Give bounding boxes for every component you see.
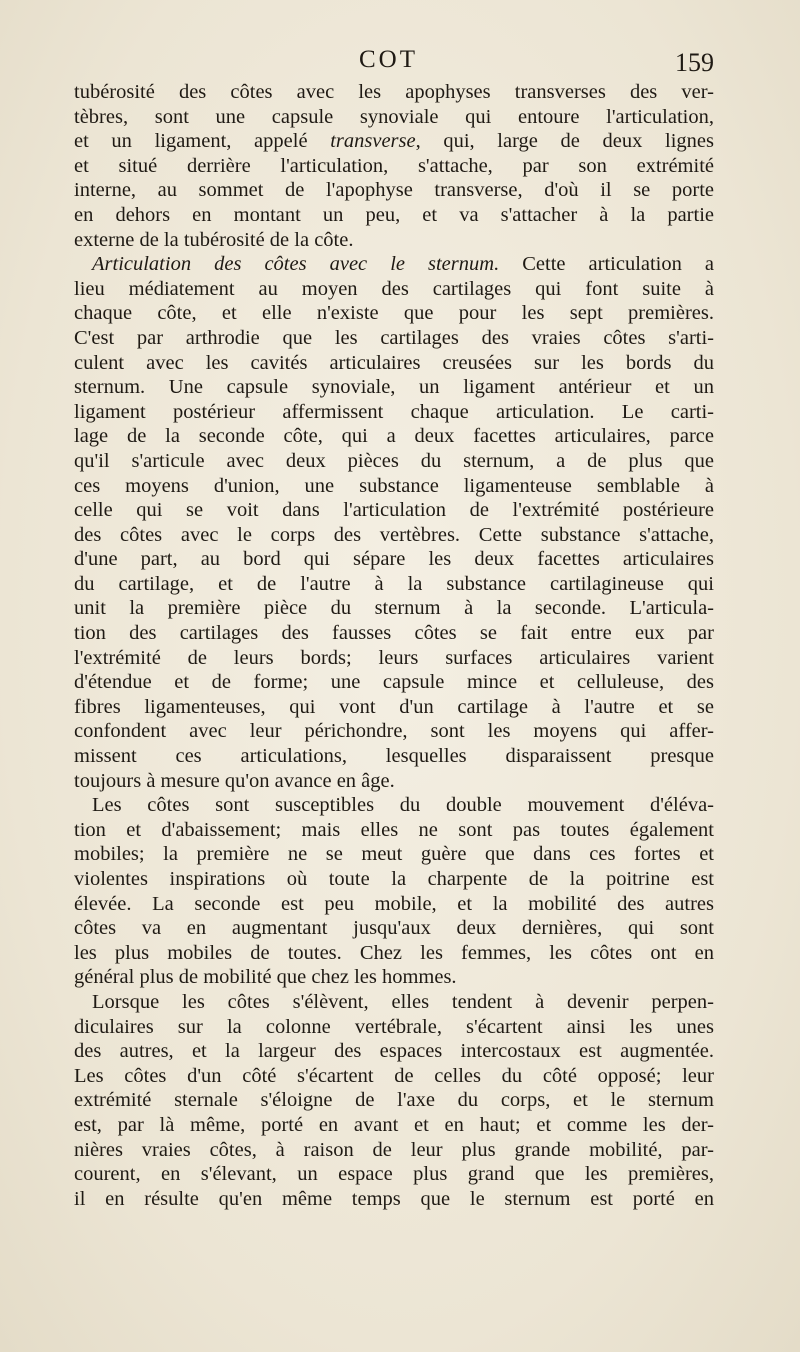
text-line [74, 670, 714, 695]
text-line [74, 449, 714, 474]
text-segment: externe de la tubérosité de la côte. [74, 228, 354, 251]
text-line [74, 252, 714, 277]
text-segment: mobiles; la première ne se meut guère que dans ces fortes et [74, 843, 714, 866]
text-segment: C'est par arthrodie que les cartilages des vraies côtes s'arti- [74, 326, 714, 349]
text-segment: tubérosité des côtes avec les apophyses transverses des ver- [74, 81, 714, 103]
text-segment: et un ligament, appelé [74, 130, 331, 153]
text-segment: chaque côte, et elle n'existe que pour les sept premières. [74, 302, 714, 325]
text-segment: les plus mobiles de toutes. Chez les femmes, les côtes ont en [74, 941, 714, 964]
text-segment: nières vraies côtes, à raison de leur plus grande mobilité, par- [74, 1138, 714, 1161]
text-segment: interne, au sommet de l'apophyse transverse, d'où il se porte [74, 179, 714, 202]
text-segment: missent ces articulations, lesquelles disparaissent presque [74, 745, 714, 768]
text-segment: est, par là même, porté en avant et en haut; et comme les der- [74, 1113, 714, 1136]
text-line [74, 400, 714, 425]
body-text [74, 80, 714, 1211]
text-segment: il en résulte qu'en même temps que le sternum est porté en [74, 1187, 714, 1210]
text-line [74, 793, 714, 818]
text-segment: Lorsque les côtes s'élèvent, elles tendent à devenir perpen- [92, 990, 714, 1013]
text-line [74, 474, 714, 499]
text-line [74, 523, 714, 548]
text-segment: côtes va en augmentant jusqu'aux deux dernières, qui sont [74, 917, 714, 940]
text-segment: Les côtes d'un côté s'écartent de celles du côté opposé; leur [74, 1064, 714, 1087]
text-line [74, 916, 714, 941]
text-segment: sternum. Une capsule synoviale, un ligament antérieur et un [74, 376, 714, 399]
text-segment: tion et d'abaissement; mais elles ne sont pas toutes également [74, 818, 714, 841]
text-segment: l'extrémité de leurs bords; leurs surfaces articulaires varient [74, 646, 714, 669]
text-segment: ces moyens d'union, une substance ligamenteuse semblable à [74, 474, 714, 497]
text-line [74, 695, 714, 720]
text-segment: culent avec les cavités articulaires creusées sur les bords du [74, 351, 714, 374]
text-line [74, 498, 714, 523]
text-segment: Les côtes sont susceptibles du double mouvement d'éléva- [92, 794, 714, 817]
text-segment: lage de la seconde côte, qui a deux facettes articulaires, parce [74, 425, 714, 448]
text-line [74, 818, 714, 843]
text-line [74, 621, 714, 646]
text-line [74, 424, 714, 449]
text-line [74, 228, 714, 253]
text-line [74, 1187, 714, 1212]
text-segment: unit la première pièce du sternum à la seconde. L'articula- [74, 597, 714, 620]
text-line [74, 941, 714, 966]
text-segment: extrémité sternale s'éloigne de l'axe du corps, et le sternum [74, 1089, 714, 1112]
text-line [74, 301, 714, 326]
page-header [74, 46, 714, 82]
text-line [74, 965, 714, 990]
text-segment: ligament postérieur affermissent chaque articulation. Le carti- [74, 400, 714, 423]
text-line [74, 769, 714, 794]
text-line [74, 1138, 714, 1163]
text-segment: élevée. La seconde est peu mobile, et la mobilité des autres [74, 892, 714, 915]
italic-segment: Articulation des côtes avec le sternum. [92, 253, 500, 276]
text-line [74, 277, 714, 302]
text-line [74, 867, 714, 892]
text-line [74, 129, 714, 154]
text-segment: violentes inspirations où toute la charpente de la poitrine est [74, 868, 714, 890]
text-line [74, 572, 714, 597]
italic-segment: transverse [330, 130, 416, 153]
text-line [74, 1113, 714, 1138]
page-number: 159 [675, 48, 714, 77]
text-segment: des côtes avec le corps des vertèbres. Cette substance s'attache, [74, 523, 714, 546]
text-line [74, 547, 714, 572]
text-segment: lieu médiatement au moyen des cartilages qui font suite à [74, 277, 714, 300]
text-line [74, 892, 714, 917]
text-segment: général plus de mobilité que chez les hommes. [74, 966, 457, 989]
text-line [74, 105, 714, 130]
text-segment: du cartilage, et de l'autre à la substance cartilagineuse qui [74, 572, 714, 595]
text-segment: confondent avec leur périchondre, sont les moyens qui affer- [74, 720, 714, 743]
text-line [74, 719, 714, 744]
text-line [74, 646, 714, 671]
text-line [74, 203, 714, 228]
text-line [74, 1064, 714, 1089]
text-line [74, 351, 714, 376]
text-line [74, 154, 714, 179]
text-line [74, 80, 714, 105]
text-segment: courent, en s'élevant, un espace plus grand que les premières, [74, 1163, 714, 1186]
text-segment: d'étendue et de forme; une capsule mince et celluleuse, des [74, 671, 714, 694]
text-line [74, 842, 714, 867]
text-segment: d'une part, au bord qui sépare les deux facettes articulaires [74, 548, 714, 571]
text-line [74, 990, 714, 1015]
text-segment: tion des cartilages des fausses côtes se fait entre eux par [74, 622, 714, 645]
running-head: COT [359, 46, 418, 73]
text-segment: des autres, et la largeur des espaces intercostaux est augmentée. [74, 1040, 714, 1063]
text-segment: fibres ligamenteuses, qui vont d'un cartilage à l'autre et se [74, 695, 714, 718]
text-line [74, 1039, 714, 1064]
text-segment: et situé derrière l'articulation, s'attache, par son extrémité [74, 154, 714, 177]
text-line [74, 1162, 714, 1187]
text-line [74, 326, 714, 351]
text-segment: qu'il s'articule avec deux pièces du sternum, a de plus que [74, 449, 714, 472]
text-segment: tèbres, sont une capsule synoviale qui entoure l'articulation, [74, 105, 714, 128]
text-line [74, 1015, 714, 1040]
text-line [74, 1088, 714, 1113]
text-segment: en dehors en montant un peu, et va s'attacher à la partie [74, 203, 714, 226]
text-line [74, 375, 714, 400]
text-line [74, 596, 714, 621]
text-line [74, 178, 714, 203]
text-segment: , qui, large de deux lignes [415, 130, 714, 153]
text-line [74, 744, 714, 769]
text-segment: celle qui se voit dans l'articulation de l'extrémité postérieure [74, 499, 714, 522]
text-segment: Cette articulation a [499, 253, 715, 276]
text-segment: diculaires sur la colonne vertébrale, s'écartent ainsi les unes [74, 1015, 714, 1038]
text-segment: toujours à mesure qu'on avance en âge. [74, 769, 395, 792]
